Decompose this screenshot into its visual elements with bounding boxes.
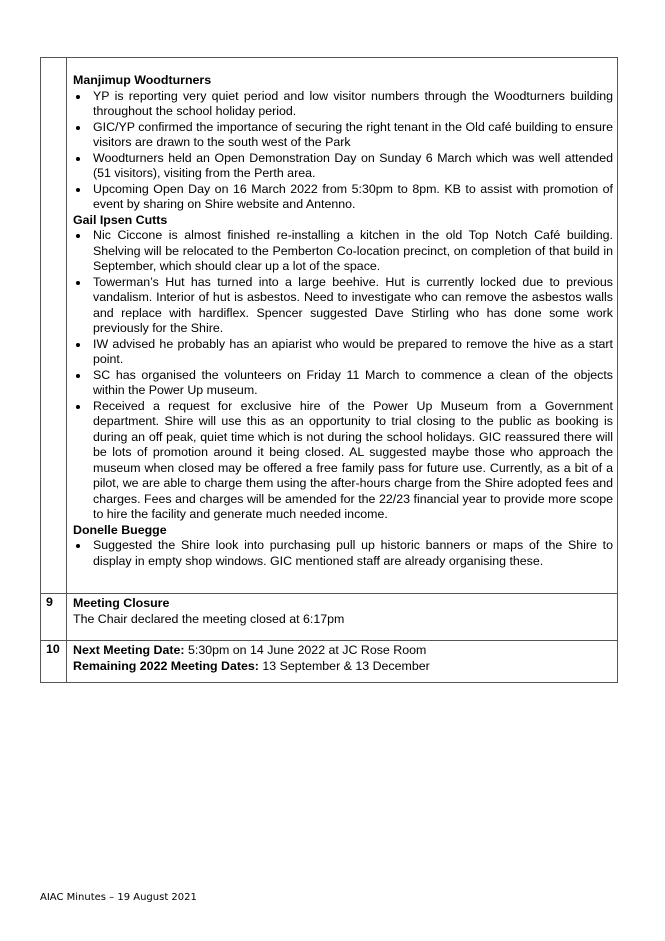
section-heading-gail: Gail Ipsen Cutts	[73, 212, 168, 227]
list-item: IW advised he probably has an apiarist who would be prepared to remove the hive as a start point.	[73, 337, 613, 368]
list-item: Received a request for exclusive hire of the Power Up Museum from a Government department. Shire will use this as an opportunity to trial closing to the public as booking is during an off peak, quiet time which is not during the school holidays. GIC reassured there will be lots of promotion around it being closed. AL suggested maybe those who approach the museum when closed may be offered a free family pass for future use. Currently, as a bit of a pilot, we are able to charge them using the after-hours charge from the Shire adopted fees and charges. Fees and charges will be amended for the 22/23 financial year to provide more scope to hire the facility and generate much needed income.	[73, 399, 613, 523]
table-row	[41, 58, 618, 594]
meeting-closure-text: The Chair declared the meeting closed at 6:17pm	[73, 611, 345, 626]
list-item: Nic Ciccone is almost finished re-installing a kitchen in the old Top Notch Café building. Shelving will be relocated to the Pemberton Co-location precinct, on completion of that build in September, which should clear up a lot of the space.	[73, 228, 613, 275]
list-item: Woodturners held an Open Demonstration Day on Sunday 6 March which was well attended (51 visitors), visiting from the Perth area.	[73, 151, 613, 182]
remaining-dates-label: Remaining 2022 Meeting Dates:	[73, 658, 259, 673]
list-item: SC has organised the volunteers on Friday 11 March to commence a clean of the objects within the Power Up museum.	[73, 368, 613, 399]
remaining-dates-value: 13 September & 13 December	[258, 658, 430, 673]
next-meeting-line	[73, 643, 613, 659]
item-number-cell	[41, 58, 67, 594]
meeting-closure-title: Meeting Closure	[73, 596, 170, 610]
section-heading-donelle: Donelle Buegge	[73, 522, 167, 537]
item-content-cell	[67, 58, 618, 594]
list-item: YP is reporting very quiet period and low visitor numbers through the Woodturners building throughout the school holiday period.	[73, 89, 613, 120]
bullet-list-woodturners	[73, 89, 613, 213]
list-item: Towerman’s Hut has turned into a large beehive. Hut is currently locked due to previous vandalism. Interior of hut is asbestos. Need to investigate who can remove the asbestos walls and replace with hardiflex. Spencer suggested Dave Stirling who has done some work previously for the Shire.	[73, 275, 613, 337]
item-number-9: 9	[41, 594, 67, 641]
item-number-10: 10	[41, 641, 67, 683]
next-meeting-label: Next Meeting Date:	[73, 643, 185, 657]
table-row	[41, 594, 618, 641]
table-row	[41, 641, 618, 683]
list-item: Suggested the Shire look into purchasing pull up historic banners or maps of the Shire to display in empty shop windows. GIC mentioned staff are already organising these.	[73, 538, 613, 569]
remaining-dates-line	[73, 659, 613, 675]
bullet-list-gail	[73, 228, 613, 523]
minutes-table	[40, 57, 618, 683]
page-footer: AIAC Minutes – 19 August 2021	[40, 892, 197, 903]
next-meeting-value: 5:30pm on 14 June 2022 at JC Rose Room	[184, 643, 427, 657]
list-item: GIC/YP confirmed the importance of securing the right tenant in the Old café building to ensure visitors are drawn to the south west of the Park	[73, 120, 613, 151]
list-item: Upcoming Open Day on 16 March 2022 from 5:30pm to 8pm. KB to assist with promotion of event by sharing on Shire website and Antenno.	[73, 182, 613, 213]
bullet-list-donelle	[73, 538, 613, 569]
section-heading-woodturners: Manjimup Woodturners	[73, 73, 212, 87]
meeting-closure-cell	[67, 594, 618, 641]
next-meeting-cell	[67, 641, 618, 683]
